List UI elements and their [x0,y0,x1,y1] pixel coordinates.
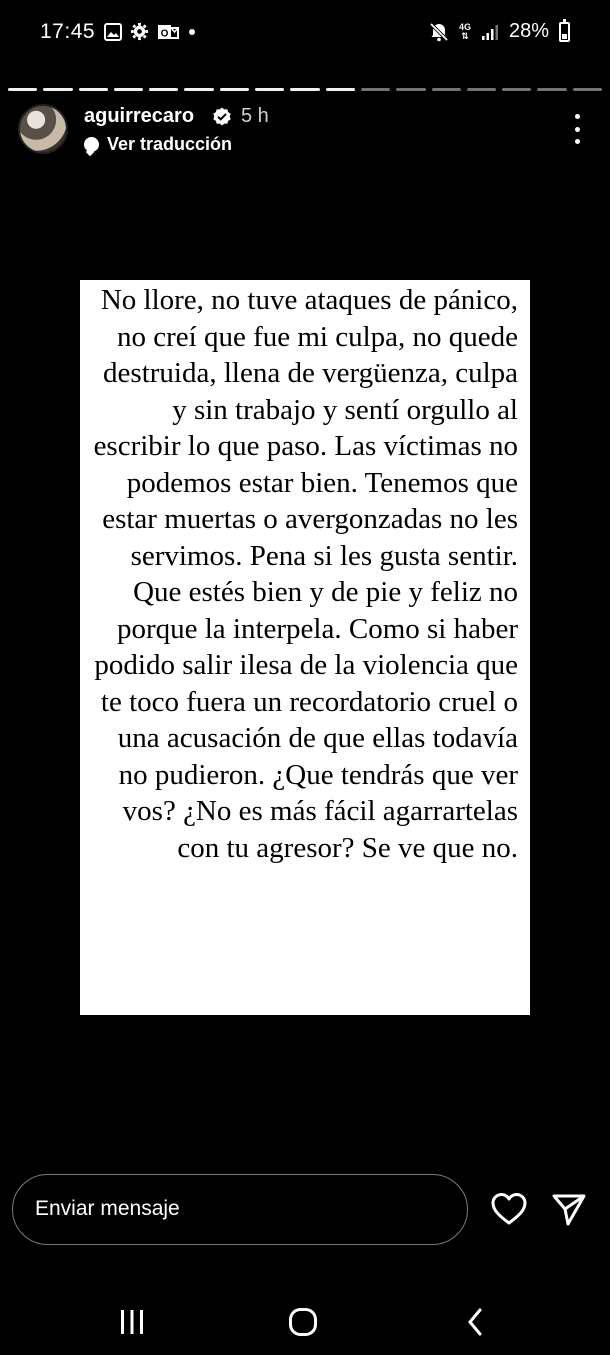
gear-icon [130,22,149,41]
story-progress-segment [573,88,602,91]
status-right [429,20,570,43]
network-type: 4G [458,21,471,32]
story-progress-segment [255,88,284,91]
home-icon [288,1307,318,1337]
story-progress-bar [8,88,602,91]
story-progress-segment [114,88,143,91]
back-icon [465,1307,485,1337]
back-button[interactable] [455,1304,495,1340]
status-left-icons [104,22,197,41]
signal-icon [481,23,499,41]
story-progress-segment [149,88,178,91]
see-translation-button[interactable] [84,134,232,155]
status-time: 17:45 [40,20,96,43]
story-progress-segment [79,88,108,91]
heart-icon[interactable] [490,1190,528,1228]
home-button[interactable] [283,1304,323,1340]
story-progress-segment [8,88,37,91]
more-options-icon[interactable] [572,114,582,144]
username[interactable]: aguirrecaro [84,105,195,127]
story-text-card: No llore, no tuve ataques de pánico, no creí que fue mi culpa, no quede destruida, llena de vergüenza, culpa y sin trabajo y sentí orgullo al escribir lo que paso. Las víctimas no podemos estar bien. Tenemos que estar muertas o avergonzadas no les servimos. Pena si les gusta sentir. Que estés bien y de pie y feliz no porque la interpela. Como si haber podido salir ilesa de la violencia que te toco fuera un recordatorio cruel o una acusación de que ellas todavía no pudieron. ¿Que tendrás que ver vos? ¿No es más fácil agarrartelas con tu agresor? Se ve que no. [80,280,530,1015]
battery-icon [559,22,570,42]
avatar[interactable] [18,104,68,154]
svg-text:O: O [160,28,169,39]
battery-percent: 28% [508,20,549,42]
story-progress-segment [502,88,531,91]
recent-apps-icon [118,1309,146,1335]
story-progress-segment [220,88,249,91]
status-bar [0,0,610,70]
post-age: 5 h [241,105,269,127]
dot-icon [187,27,197,37]
story-header [18,102,592,158]
message-composer[interactable] [12,1174,468,1245]
story-progress-segment [290,88,319,91]
translate-icon [84,137,99,152]
outlook-icon [157,23,179,41]
image-icon [104,23,122,41]
verified-badge-icon [212,107,232,127]
story-progress-segment [396,88,425,91]
story-progress-segment [361,88,390,91]
send-direct-icon[interactable] [550,1190,588,1228]
story-progress-segment [537,88,566,91]
story-progress-segment [432,88,461,91]
system-navigation-bar [0,1290,610,1355]
see-translation-label: Ver traducción [107,134,233,154]
story-progress-segment [467,88,496,91]
mute-icon [429,22,449,42]
story-progress-segment [43,88,72,91]
story-progress-segment [184,88,213,91]
network-arrows-icon: 4G ⇅ [458,21,471,41]
story-progress-segment [326,88,355,91]
send-message-input[interactable] [35,1175,445,1243]
recent-apps-button[interactable] [112,1304,152,1340]
